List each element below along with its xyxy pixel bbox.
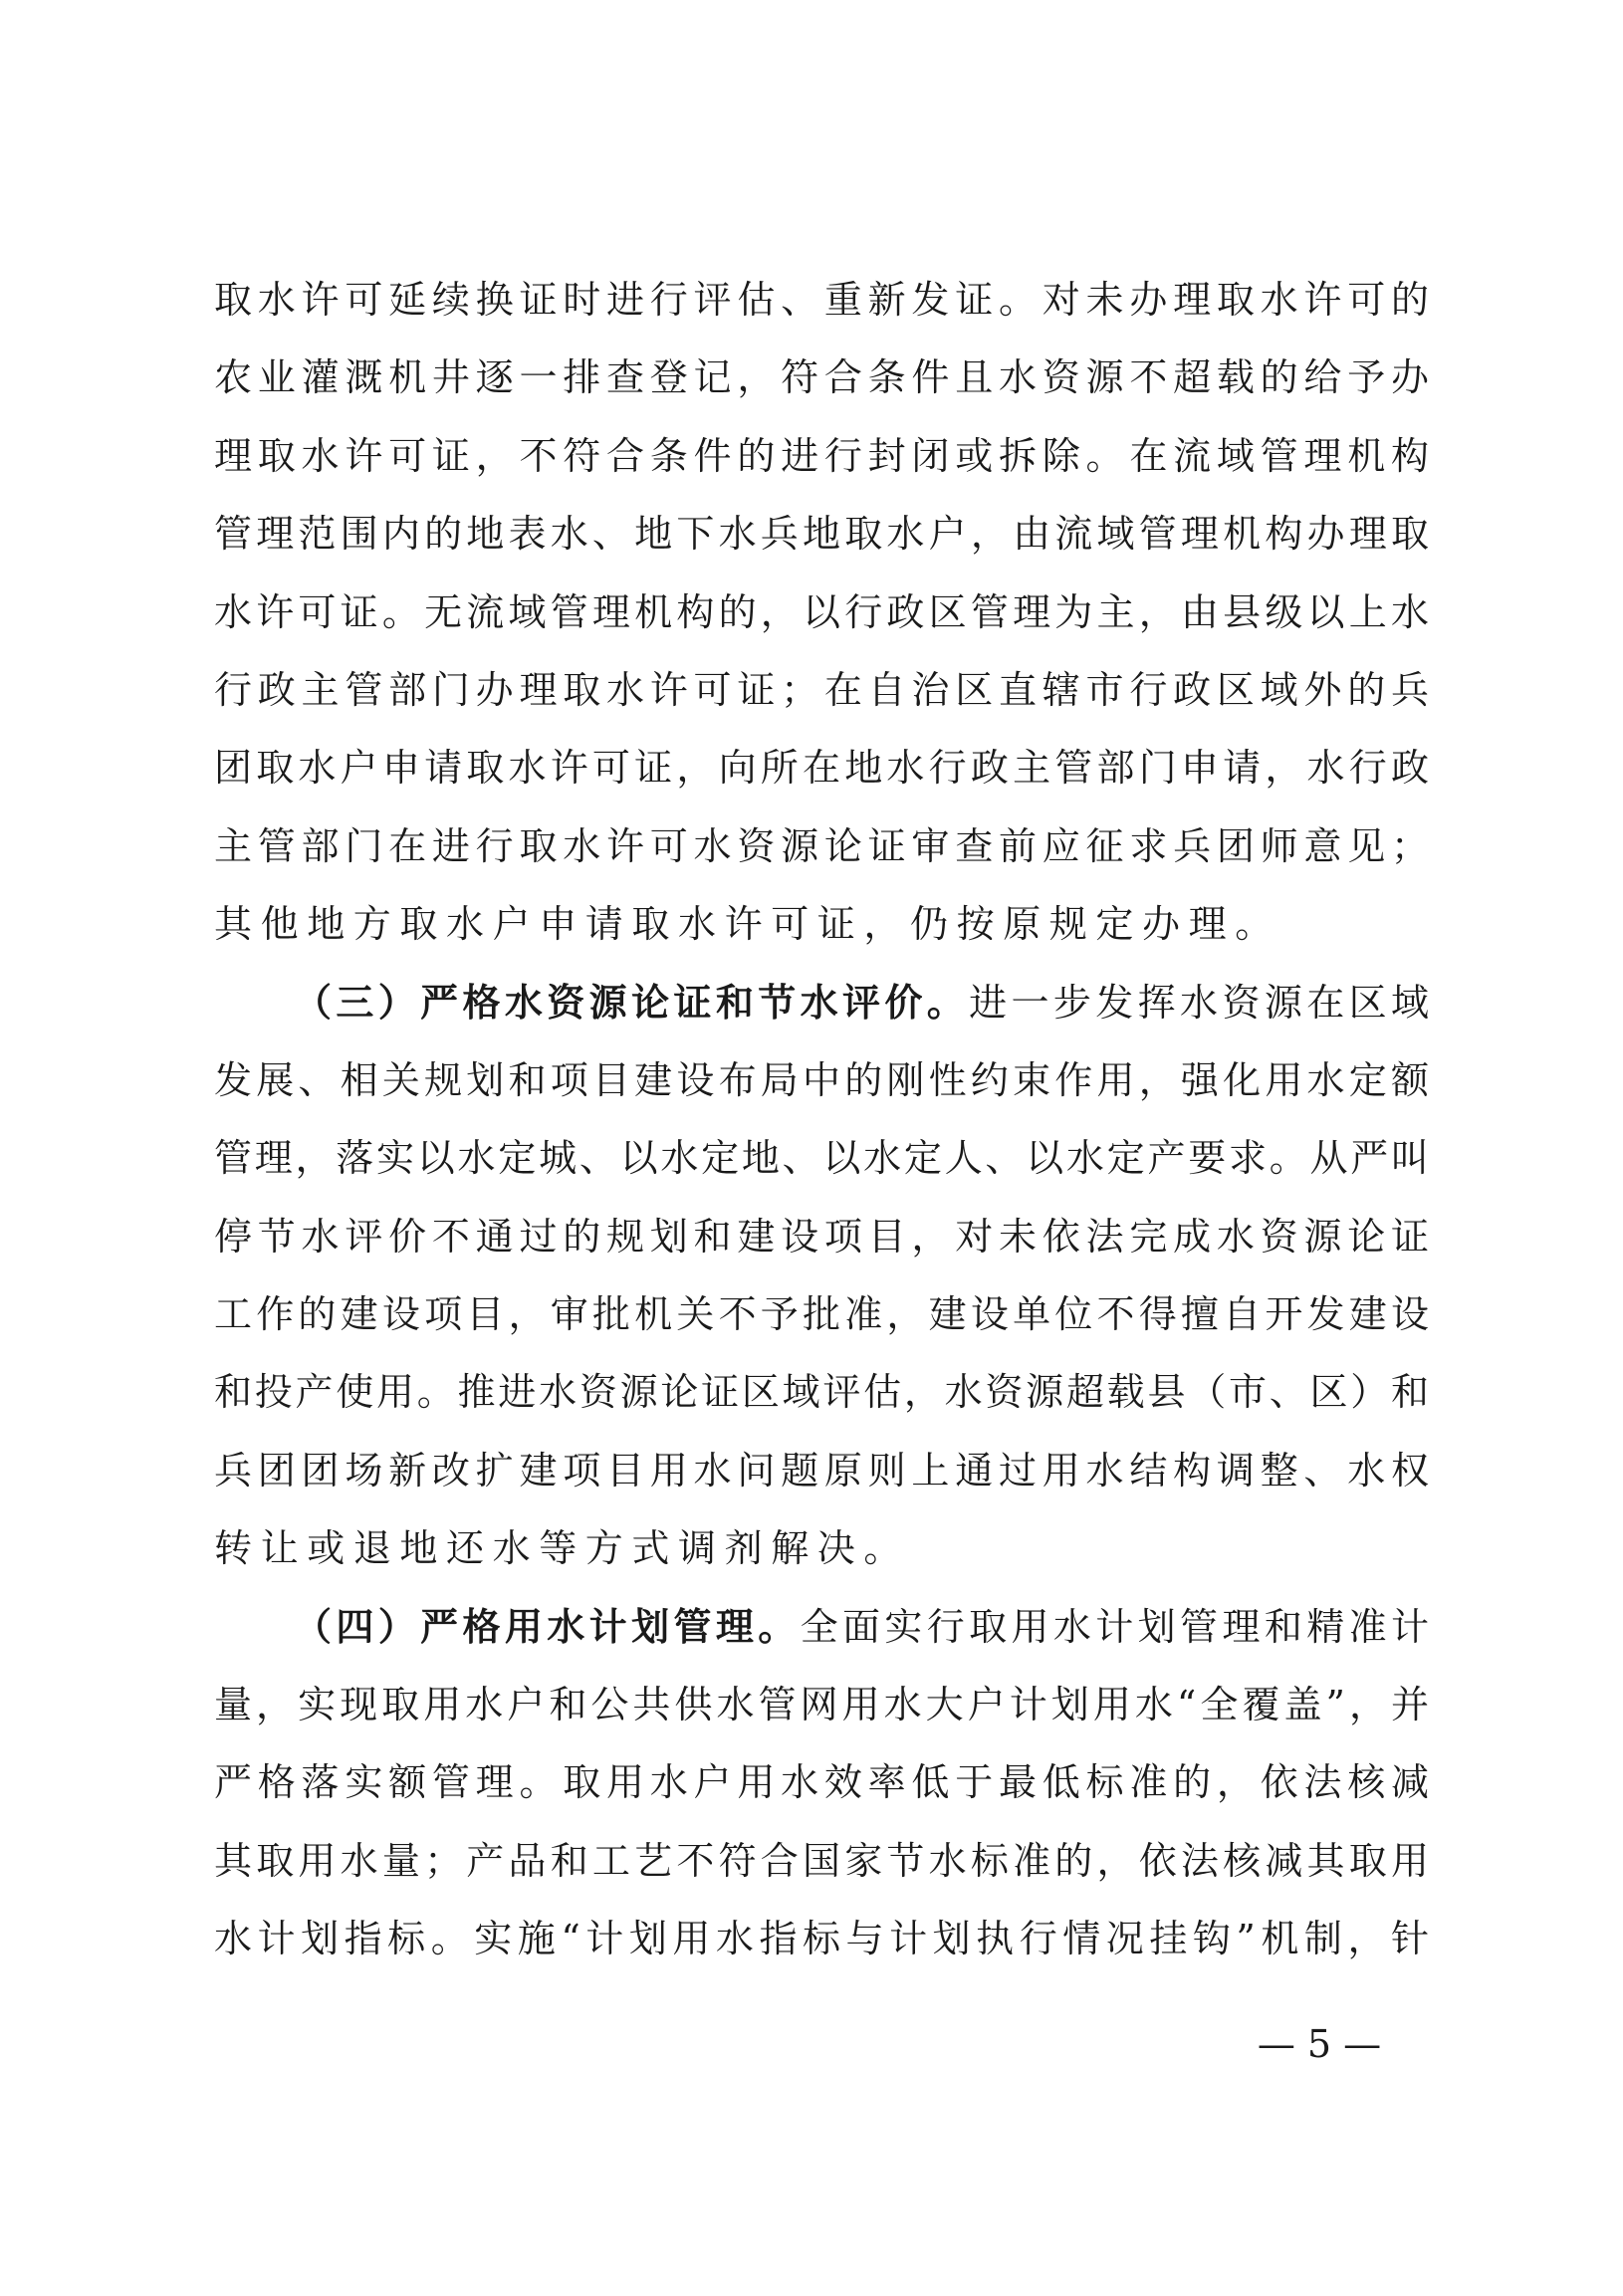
text-span: 全面实行取用水计划管理和精准计	[800, 1604, 1429, 1649]
text-line	[214, 1588, 1429, 1666]
text-line: 主管部门在进行取水许可水资源论证审查前应征求兵团师意见；	[214, 823, 1429, 868]
text-line: 管理范围内的地表水、地下水兵地取水户，由流域管理机构办理取	[214, 512, 1429, 557]
page-number: — 5 —	[1257, 2022, 1382, 2066]
text-line: 转让或退地还水等方式调剂解决。	[214, 1526, 911, 1571]
text-line: 严格落实额管理。取用水户用水效率低于最低标准的，依法核减	[214, 1760, 1429, 1805]
paragraph-1	[214, 261, 1429, 964]
text-line: 兵团团场新改扩建项目用水问题原则上通过用水结构调整、水权	[214, 1448, 1429, 1492]
text-line: 理取水许可证，不符合条件的进行封闭或拆除。在流域管理机构	[214, 433, 1429, 478]
section-heading: （三）严格水资源论证和节水评价。	[294, 979, 970, 1025]
text-line: 农业灌溉机井逐一排查登记，符合条件且水资源不超载的给予办	[214, 355, 1429, 400]
text-line: 停节水评价不通过的规划和建设项目，对未依法完成水资源论证	[214, 1214, 1429, 1259]
text-line: 取水许可延续换证时进行评估、重新发证。对未办理取水许可的	[214, 278, 1429, 322]
body-text	[214, 261, 1429, 1978]
text-line: 量，实现取用水户和公共供水管网用水大户计划用水“全覆盖”，并	[214, 1683, 1429, 1727]
text-line: 水计划指标。实施“计划用水指标与计划执行情况挂钩”机制，针	[214, 1917, 1429, 1961]
text-line: 水许可证。无流域管理机构的，以行政区管理为主，由县级以上水	[214, 589, 1429, 634]
paragraph-2	[214, 964, 1429, 1588]
text-line: 发展、相关规划和项目建设布局中的刚性约束作用，强化用水定额	[214, 1057, 1429, 1102]
text-line: 其取用水量；产品和工艺不符合国家节水标准的，依法核减其取用	[214, 1838, 1429, 1883]
text-line: 和投产使用。推进水资源论证区域评估，水资源超载县（市、区）和	[214, 1370, 1429, 1415]
text-line: 其他地方取水户申请取水许可证，仍按原规定办理。	[214, 902, 1281, 947]
text-line: 管理，落实以水定城、以水定地、以水定人、以水定产要求。从严叫	[214, 1136, 1429, 1181]
text-line	[214, 964, 1429, 1041]
paragraph-3	[214, 1588, 1429, 1978]
text-span: 进一步发挥水资源在区域	[969, 980, 1429, 1025]
text-line: 工作的建设项目，审批机关不予批准，建设单位不得擅自开发建设	[214, 1292, 1429, 1337]
section-heading: （四）严格用水计划管理。	[294, 1603, 801, 1649]
text-line: 行政主管部门办理取水许可证；在自治区直辖市行政区域外的兵	[214, 667, 1429, 712]
text-line: 团取水户申请取水许可证，向所在地水行政主管部门申请，水行政	[214, 746, 1429, 791]
